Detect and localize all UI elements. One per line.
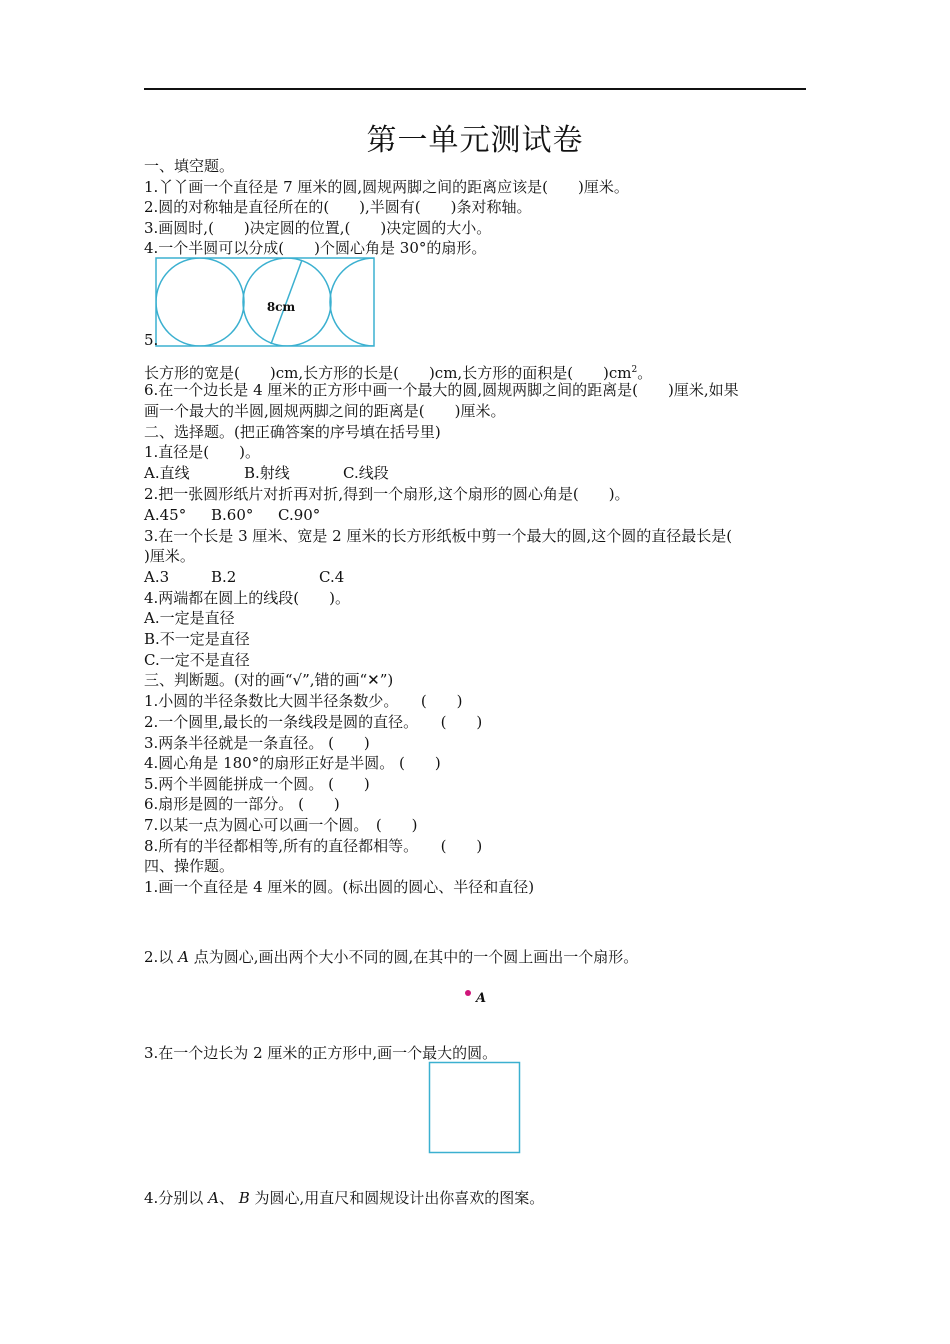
section3-item: 1.小圆的半径条数比大圆半径条数少。 ( ) (144, 692, 463, 710)
q5-unit-superscript: 2 (631, 365, 638, 375)
q4-post: 为圆心,用直尺和圆规设计出你喜欢的图案。 (249, 1189, 545, 1207)
page-title: 第一单元测试卷 (366, 123, 584, 158)
section4-q3: 3.在一个边长为 2 厘米的正方形中,画一个最大的圆。 (144, 1044, 498, 1062)
section1-q2: 2.圆的对称轴是直径所在的( ),半圆有( )条对称轴。 (144, 198, 532, 216)
section2-q1-option-c: C.线段 (343, 464, 389, 482)
q4-var-a: A (208, 1189, 219, 1207)
header-rule (144, 88, 806, 90)
point-a-figure (460, 985, 500, 1007)
section2-q3-line2: )厘米。 (144, 547, 195, 565)
section1-q4: 4.一个半圆可以分成( )个圆心角是 30°的扇形。 (144, 239, 487, 257)
section4-heading: 四、操作题。 (144, 857, 235, 875)
section4-q4 (144, 1188, 544, 1208)
circle-right (330, 258, 380, 346)
section1-heading: 一、填空题。 (144, 157, 235, 175)
section3-item: 5.两个半圆能拼成一个圆。 ( ) (144, 775, 370, 793)
q2-pre: 2.以 (144, 948, 179, 966)
section2-q3-option-c: C.4 (319, 568, 345, 586)
section3-item: 3.两条半径就是一条直径。 ( ) (144, 734, 370, 752)
point-a-dot (465, 990, 471, 996)
section3-item: 7.以某一点为圆心可以画一个圆。 ( ) (144, 816, 418, 834)
square-outline (430, 1063, 520, 1153)
section2-q4-option-b: B.不一定是直径 (144, 630, 250, 648)
section2-q2-option-b: B.60° (211, 506, 254, 524)
section2-q4-option-c: C.一定不是直径 (144, 651, 250, 669)
rectangle-outline (156, 258, 374, 346)
q4-var-b: B (238, 1189, 250, 1207)
section2-heading: 二、选择题。(把正确答案的序号填在括号里) (144, 423, 441, 441)
q2-var: A (178, 948, 189, 966)
section1-q6-line2: 画一个最大的半圆,圆规两脚之间的距离是( )厘米。 (144, 402, 506, 420)
q5-end: 。 (637, 364, 653, 382)
section1-q6-line1: 6.在一个边长是 4 厘米的正方形中画一个最大的圆,圆规两脚之间的距离是( )厘米,如果 (144, 381, 739, 399)
section4-q2 (144, 947, 638, 967)
section2-q3-line1: 3.在一个长是 3 厘米、宽是 2 厘米的长方形纸板中剪一个最大的圆,这个圆的直径最长是( (144, 527, 733, 545)
section3-item: 6.扇形是圆的一部分。 ( ) (144, 795, 340, 813)
q5-text: 长方形的宽是( )cm,长方形的长是( )cm,长方形的面积是( )cm (144, 364, 632, 382)
circle-left (156, 258, 244, 346)
section2-q2-option-a: A.45° (144, 506, 187, 524)
section2-q1: 1.直径是( )。 (144, 443, 261, 461)
section2-q1-option-b: B.射线 (244, 464, 290, 482)
section2-q3-option-b: B.2 (211, 568, 237, 586)
section2-q2-option-c: C.90° (278, 506, 321, 524)
diameter-label: 8cm (266, 300, 296, 314)
section3-item: 8.所有的半径都相等,所有的直径都相等。 ( ) (144, 837, 483, 855)
point-a-label: A (476, 991, 487, 1006)
section1-q1: 1.丫丫画一个直径是 7 厘米的圆,圆规两脚之间的距离应该是( )厘米。 (144, 178, 629, 196)
section2-q2: 2.把一张圆形纸片对折再对折,得到一个扇形,这个扇形的圆心角是( )。 (144, 485, 630, 503)
circles-in-rectangle-figure (150, 254, 380, 350)
section3-item: 4.圆心角是 180°的扇形正好是半圆。 ( ) (144, 754, 441, 772)
q4-mid: 、 (218, 1189, 239, 1207)
section1-q5-number: 5. (144, 331, 159, 349)
section4-q1: 1.画一个直径是 4 厘米的圆。(标出圆的圆心、半径和直径) (144, 878, 535, 896)
q4-pre: 4.分别以 (144, 1189, 209, 1207)
section2-q4-option-a: A.一定是直径 (144, 609, 235, 627)
q2-post: 点为圆心,画出两个大小不同的圆,在其中的一个圆上画出一个扇形。 (188, 948, 639, 966)
section2-q3-option-a: A.3 (144, 568, 170, 586)
square-figure (428, 1061, 522, 1155)
section3-item: 2.一个圆里,最长的一条线段是圆的直径。 ( ) (144, 713, 483, 731)
section2-q4: 4.两端都在圆上的线段( )。 (144, 589, 351, 607)
section2-q1-option-a: A.直线 (144, 464, 190, 482)
section1-q3: 3.画圆时,( )决定圆的位置,( )决定圆的大小。 (144, 219, 492, 237)
section3-heading: 三、判断题。(对的画“√”,错的画“✕”) (144, 671, 394, 689)
